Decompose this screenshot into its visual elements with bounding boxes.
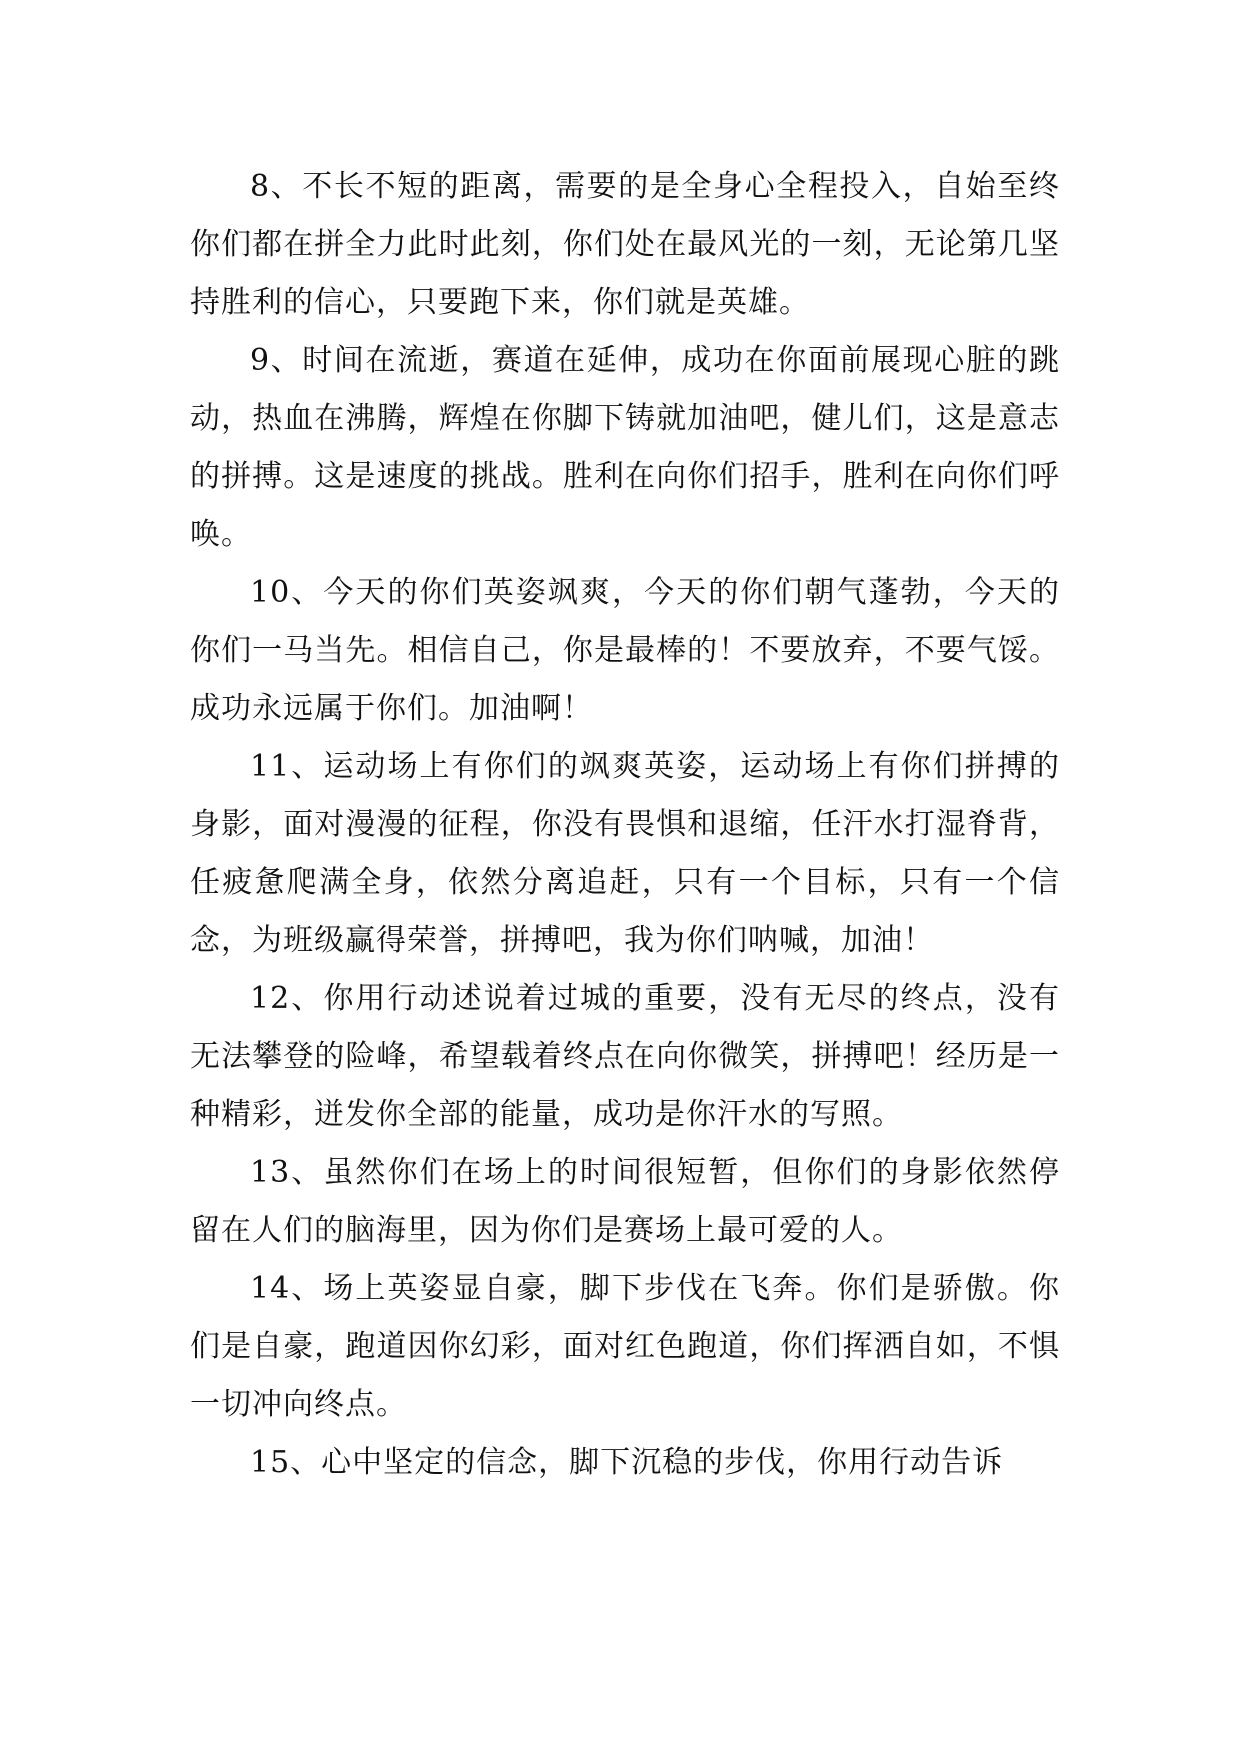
document-body bbox=[190, 158, 1060, 1492]
paragraph-10: 10、今天的你们英姿飒爽，今天的你们朝气蓬勃，今天的你们一马当先。相信自己，你是最棒的！不要放弃，不要气馁。成功永远属于你们。加油啊！ bbox=[190, 575, 1060, 726]
paragraph-11: 11、运动场上有你们的飒爽英姿，运动场上有你们拼搏的身影，面对漫漫的征程，你没有畏惧和退缩，任汗水打湿脊背，任疲惫爬满全身，依然分离追赶，只有一个目标，只有一个信念，为班级赢得荣誉，拼搏吧，我为你们呐喊，加油！ bbox=[190, 749, 1060, 958]
paragraph-13: 13、虽然你们在场上的时间很短暂，但你们的身影依然停留在人们的脑海里，因为你们是赛场上最可爱的人。 bbox=[190, 1155, 1060, 1248]
paragraph-14: 14、场上英姿显自豪，脚下步伐在飞奔。你们是骄傲。你们是自豪，跑道因你幻彩，面对红色跑道，你们挥洒自如，不惧一切冲向终点。 bbox=[190, 1271, 1060, 1422]
paragraph-9: 9、时间在流逝，赛道在延伸，成功在你面前展现心脏的跳动，热血在沸腾，辉煌在你脚下铸就加油吧，健儿们，这是意志的拼搏。这是速度的挑战。胜利在向你们招手，胜利在向你们呼唤。 bbox=[190, 343, 1060, 552]
paragraph-8: 8、不长不短的距离，需要的是全身心全程投入，自始至终你们都在拼全力此时此刻，你们处在最风光的一刻，无论第几坚持胜利的信心，只要跑下来，你们就是英雄。 bbox=[190, 169, 1060, 320]
paragraph-12: 12、你用行动述说着过城的重要，没有无尽的终点，没有无法攀登的险峰，希望载着终点在向你微笑，拼搏吧！经历是一种精彩，迸发你全部的能量，成功是你汗水的写照。 bbox=[190, 981, 1060, 1132]
paragraph-15: 15、心中坚定的信念，脚下沉稳的步伐，你用行动告诉 bbox=[250, 1445, 1004, 1480]
